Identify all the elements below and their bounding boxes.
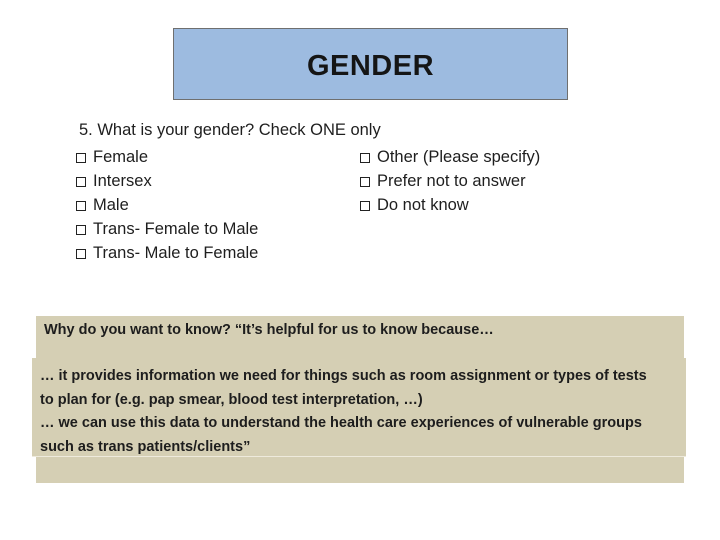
checkbox-icon[interactable] [360,153,370,163]
checkbox-icon[interactable] [360,177,370,187]
explanation-reason-1: … it provides information we need for things such as room assignment or types of tests to plan for (e.g. pap smear, blood test interpretation, …) [40,368,647,408]
checkbox-icon[interactable] [76,225,86,235]
option-label: Prefer not to answer [377,172,526,190]
explanation-text [40,365,660,459]
option-prefer-not[interactable] [360,172,526,191]
option-label: Female [93,148,149,166]
checkbox-icon[interactable] [76,153,86,163]
checkbox-icon[interactable] [76,201,86,211]
option-trans-ftm[interactable] [76,220,258,239]
option-trans-mtf[interactable] [76,244,258,263]
option-other[interactable] [360,148,540,167]
title-box [173,28,568,100]
option-female[interactable] [76,148,148,167]
option-label: Intersex [93,172,152,190]
question-text: 5. What is your gender? Check ONE only [79,121,381,139]
option-label: Male [93,196,129,214]
checkbox-icon[interactable] [76,177,86,187]
checkbox-icon[interactable] [360,201,370,211]
option-do-not-know[interactable] [360,196,469,215]
explanation-reason-2: … we can use this data to understand the health care experiences of vulnerable groups such as trans patients/clients” [40,415,642,455]
option-label: Other (Please specify) [377,148,541,166]
option-label: Trans- Male to Female [93,244,259,262]
option-label: Trans- Female to Male [93,220,259,238]
checkbox-icon[interactable] [76,249,86,259]
option-male[interactable] [76,196,129,215]
page-title: GENDER [306,49,435,82]
option-label: Do not know [377,196,469,214]
explanation-question: Why do you want to know? “It’s helpful for us to know because… [44,322,494,338]
option-intersex[interactable] [76,172,152,191]
